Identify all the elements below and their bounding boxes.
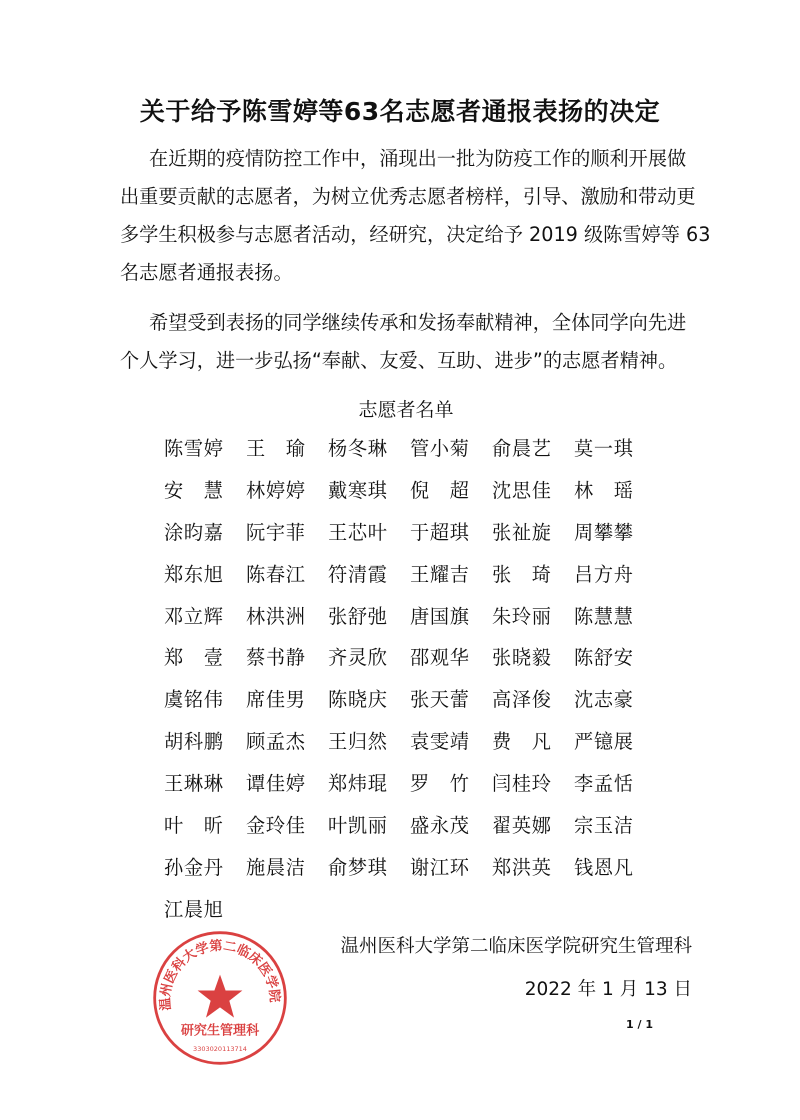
volunteer-name: 林洪洲 (246, 604, 305, 628)
volunteer-name: 江晨旭 (164, 897, 223, 921)
volunteer-name: 沈思佳 (492, 478, 551, 502)
volunteer-name: 张 琦 (492, 562, 551, 586)
volunteer-name: 倪 超 (410, 478, 469, 502)
volunteer-name: 邓立辉 (164, 604, 223, 628)
document-title: 关于给予陈雪婷等63名志愿者通报表扬的决定 (139, 97, 661, 126)
paragraph-line: 出重要贡献的志愿者，为树立优秀志愿者榜样，引导、激励和带动更 (120, 185, 696, 208)
volunteer-name: 朱玲丽 (492, 604, 551, 628)
volunteer-name: 罗 竹 (410, 772, 469, 796)
volunteer-name: 郑东旭 (164, 562, 223, 586)
volunteer-name: 唐国旗 (410, 604, 469, 628)
volunteer-name: 叶 昕 (164, 814, 223, 838)
volunteer-name: 陈雪婷 (164, 437, 223, 460)
volunteer-name: 蔡书静 (246, 646, 305, 670)
volunteer-name: 齐灵欣 (328, 646, 387, 670)
volunteer-name: 盛永茂 (410, 814, 469, 838)
signature-org: 温州医科大学第二临床医学院研究生管理科 (340, 936, 692, 957)
list-title: 志愿者名单 (358, 399, 454, 421)
volunteer-name: 钱恩凡 (574, 855, 633, 879)
volunteer-name: 郑洪英 (492, 855, 551, 879)
volunteer-name: 高泽俊 (492, 688, 551, 712)
volunteer-name: 顾孟杰 (246, 730, 305, 754)
volunteer-name: 翟英娜 (492, 814, 551, 838)
volunteer-name: 孙金丹 (164, 855, 223, 879)
volunteer-name: 王琳琳 (164, 772, 223, 796)
volunteer-name: 杨冬琳 (328, 437, 387, 460)
volunteer-name: 张舒弛 (328, 604, 387, 628)
volunteer-name: 莫一琪 (574, 437, 633, 460)
stamp-inner-text: 研究生管理科 (180, 1023, 260, 1039)
volunteer-name: 郑炜琨 (328, 772, 387, 796)
volunteer-name: 郑 壹 (164, 646, 223, 670)
volunteer-name: 周攀攀 (574, 520, 633, 544)
paragraph-line: 希望受到表扬的同学继续传承和发扬奉献精神，全体同学向先进 (149, 311, 687, 334)
volunteer-name: 于超琪 (410, 520, 469, 544)
paragraph-line: 个人学习，进一步弘扬“奉献、友爱、互助、进步”的志愿者精神。 (120, 349, 678, 372)
paragraph-line: 在近期的疫情防控工作中，涌现出一批为防疫工作的顺利开展做 (149, 147, 687, 170)
paragraph-1 (120, 140, 711, 292)
volunteer-name: 费 凡 (492, 730, 551, 754)
paragraph-2 (120, 304, 700, 380)
paragraph-line: 名志愿者通报表扬。 (120, 261, 293, 284)
volunteer-name: 胡科鹏 (164, 730, 223, 754)
signature-date: 2022 年 1 月 13 日 (524, 979, 692, 1000)
volunteer-name: 闫桂玲 (492, 772, 551, 796)
stamp-outer-text: 温州医科大学第二临床医学院 (158, 938, 282, 1011)
volunteer-name: 李孟恬 (574, 772, 633, 796)
volunteer-name: 严镱展 (574, 730, 633, 754)
volunteer-name: 袁雯靖 (410, 730, 469, 754)
volunteer-name: 金玲佳 (246, 814, 305, 838)
volunteer-name: 张天蕾 (410, 688, 469, 712)
stamp-code-text: 3303020113714 (193, 1045, 247, 1054)
page-number: 1 / 1 (626, 1018, 653, 1031)
volunteer-name: 王芯叶 (328, 520, 387, 544)
volunteer-name: 林 瑶 (574, 478, 633, 502)
volunteer-name: 张晓毅 (492, 646, 551, 670)
volunteer-name-list (164, 428, 656, 931)
volunteer-name: 陈晓庆 (328, 688, 387, 712)
volunteer-name: 张祉旋 (492, 520, 551, 544)
volunteer-name: 谢江环 (410, 855, 469, 879)
volunteer-name: 俞梦琪 (328, 855, 387, 879)
volunteer-name: 宗玉洁 (574, 814, 633, 838)
volunteer-name: 虞铭伟 (164, 688, 223, 712)
volunteer-name: 陈慧慧 (574, 604, 633, 628)
volunteer-name: 谭佳婷 (246, 772, 305, 796)
volunteer-name: 陈春江 (246, 562, 305, 586)
volunteer-name: 沈志豪 (574, 688, 633, 712)
volunteer-name: 阮宇菲 (246, 520, 305, 544)
volunteer-name: 王 瑜 (246, 437, 305, 460)
volunteer-name: 安 慧 (164, 478, 223, 502)
volunteer-name: 吕方舟 (574, 562, 633, 586)
volunteer-name: 叶凯丽 (328, 814, 387, 838)
paragraph-line: 多学生积极参与志愿者活动，经研究，决定给予 2019 级陈雪婷等 63 (120, 223, 711, 246)
volunteer-name: 管小菊 (410, 437, 469, 460)
volunteer-name: 席佳男 (246, 688, 305, 712)
volunteer-name: 林婷婷 (246, 478, 305, 502)
volunteer-name: 符清霞 (328, 562, 387, 586)
volunteer-name: 邵观华 (410, 646, 469, 670)
volunteer-name: 戴寒琪 (328, 478, 387, 502)
star-icon (198, 975, 243, 1018)
volunteer-name: 涂昀嘉 (164, 520, 223, 544)
volunteer-name: 施晨洁 (246, 855, 305, 879)
volunteer-name: 王耀吉 (410, 562, 469, 586)
volunteer-name: 俞晨艺 (492, 437, 551, 460)
volunteer-name: 王归然 (328, 730, 387, 754)
official-seal-stamp (150, 928, 290, 1068)
volunteer-name: 陈舒安 (574, 646, 633, 670)
